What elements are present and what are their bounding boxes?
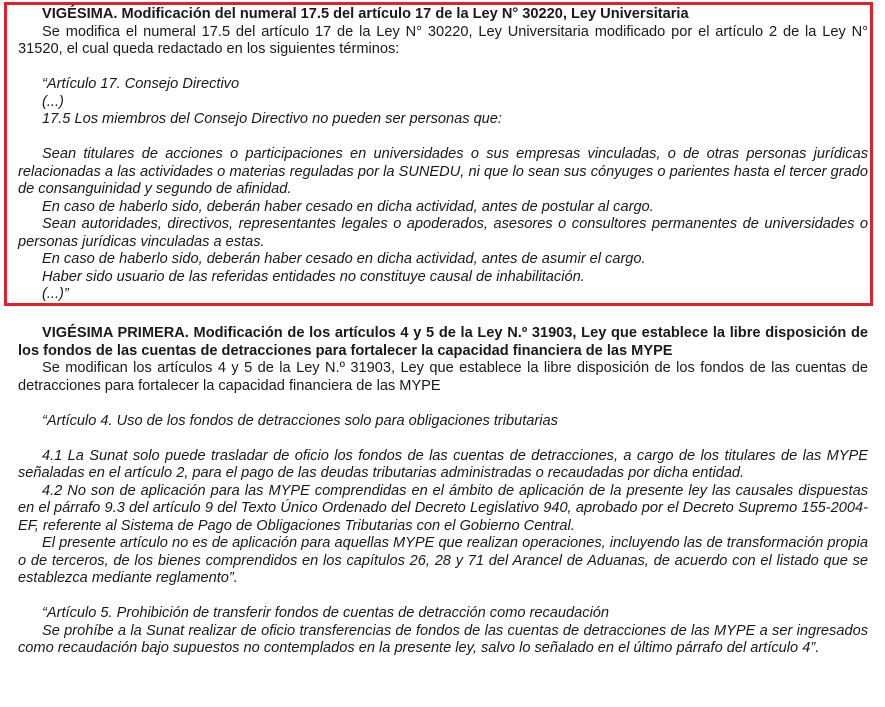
article-5-text: Se prohíbe a la Sunat realizar de oficio transferencias de fondos de las cuentas de detracciones de las MYPE a ser ingresados como recaudación bajo supuestos no contemplados en la presente ley, salvo lo señalado en el último párrafo del artículo 4”. [18,622,868,656]
article-4-3: El presente artículo no es de aplicación para aquellas MYPE que realizan operaciones, incluyendo las de transformación propia o de terceros, de los bienes comprendidos en los capítulos 26, 28 y 71 del Arancel de Aduanas, de acuerdo con el listado que se establezca mediante reglamento”. [18,535,868,586]
closing-ellipsis: (...)” [42,286,69,302]
section-intro: Se modifica el numeral 17.5 del artículo 17 de la Ley N° 30220, Ley Universitaria modificado por el artículo 2 de la Ley N° 31520, el cual queda redactado en los siguientes términos: [18,23,868,57]
list-item: En caso de haberlo sido, deberán haber cesado en dicha actividad, antes de postular al cargo. [42,198,654,215]
list-item: Sean autoridades, directivos, representantes legales o apoderados, asesores o consultores permanentes de universidades o personas jurídicas vinculadas a estas. [18,216,868,250]
numeral-17-5: 17.5 Los miembros del Consejo Directivo no pueden ser personas que: [42,111,502,127]
article-5-heading: “Artículo 5. Prohibición de transferir fondos de cuentas de detracción como recaudación [42,605,610,621]
article-4-2: 4.2 No son de aplicación para las MYPE comprendidas en el ámbito de aplicación de la presente ley las causales dispuestas en el párrafo 9.3 del artículo 9 del Texto Único Ordenado del Decreto Legislativo 940, aprobado por el Decreto Supremo 155-2004-EF, referente al Sistema de Pago de Obligaciones Tributarias con el Gobierno Central. [18,482,868,534]
section-vigesima-primera [18,325,868,658]
section-intro: Se modifican los artículos 4 y 5 de la Ley N.º 31903, Ley que establece la libre disposición de los fondos de las cuentas de detracciones para fortalecer la capacidad financiera de las MYPE [18,360,868,394]
article-4-1: 4.1 La Sunat solo puede trasladar de oficio los fondos de las cuentas de detracciones, a cargo de los titulares de las MYPE señaladas en el artículo 2, para el pago de las deudas tributarias administradas o recaudadas por dicha entidad. [18,447,868,481]
section-vigesima [18,6,868,304]
article-4-heading: “Artículo 4. Uso de los fondos de detracciones solo para obligaciones tributarias [42,412,558,429]
list-item: Sean titulares de acciones o participaciones en universidades o sus empresas vinculadas, o de otras personas jurídicas relacionadas a las actividades o materias reguladas por la SUNEDU, ni que lo sean sus cónyuges o parientes hasta el tercer grado de consanguinidad y segundo de afinidad. [18,146,868,197]
list-item: Haber sido usuario de las referidas entidades no constituye causal de inhabilitación. [42,268,585,285]
ellipsis: (...) [42,93,64,110]
section-title: VIGÉSIMA PRIMERA. Modificación de los artículos 4 y 5 de la Ley N.º 31903, Ley que establece la libre disposición de los fondos de las cuentas de detracciones para fortalecer la capacidad financiera de las MYPE [18,325,868,359]
section-title: VIGÉSIMA. Modificación del numeral 17.5 del artículo 17 de la Ley N° 30220, Ley Universitaria [42,6,689,22]
article-heading: “Artículo 17. Consejo Directivo [42,76,240,92]
list-item: En caso de haberlo sido, deberán haber cesado en dicha actividad, antes de asumir el cargo. [42,251,646,267]
